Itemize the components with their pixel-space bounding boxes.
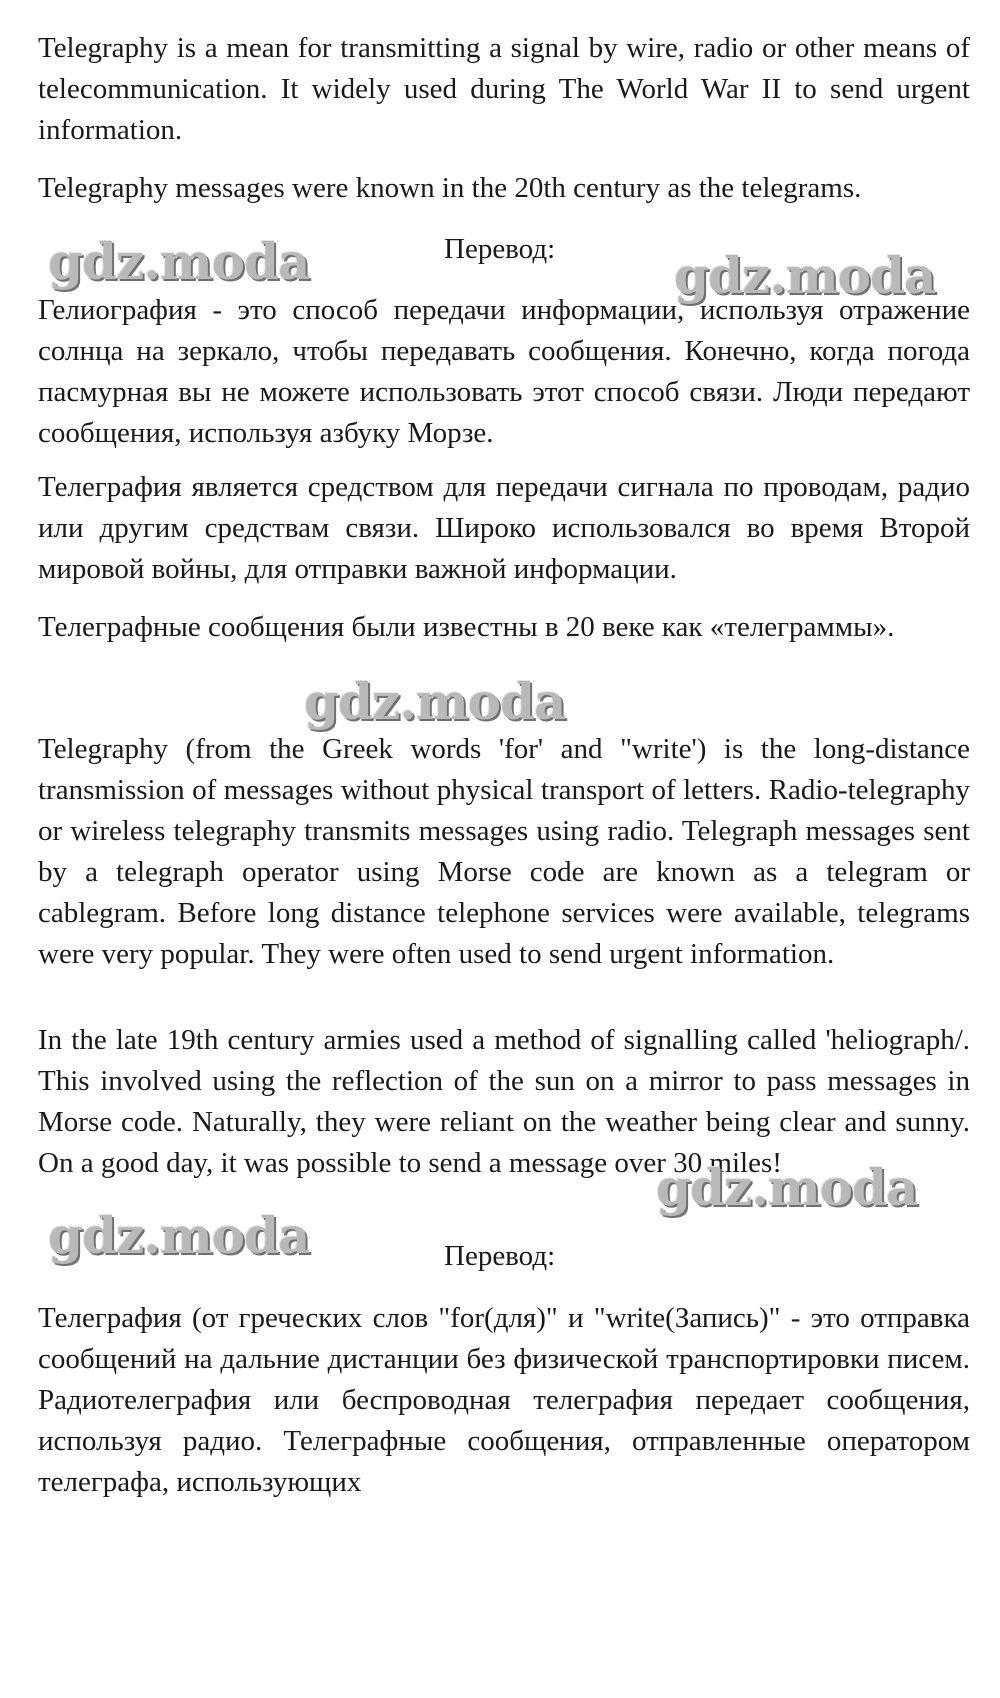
watermark-logo: gdz.moda (304, 672, 566, 731)
watermark-logo: gdz.moda (674, 246, 936, 305)
translation-caption: Перевод: (444, 1240, 556, 1272)
watermark-logo: gdz.moda (48, 1206, 310, 1265)
paragraph-telegraphy-ru: Телеграфия является средством для передачи сигнала по проводам, радио или другим средствам связи. Широко использовался во время Второй мировой войны, для отправки важной информации. (38, 471, 970, 585)
paragraph-telegraphy-long-ru: Телеграфия (от греческих слов "for(для)" и "write(Запись)" - это отправка сообщений на дальние дистанции без физической транспортировки писем. Радиотелеграфия или беспроводная телеграфия передает сообщения, используя радио. Телеграфные сообщения, отправленные оператором телеграфа, использующих (38, 1302, 970, 1498)
watermark-logo: gdz.moda (48, 232, 310, 291)
watermark-logo: gdz.moda (656, 1158, 918, 1217)
paragraph-heliograph-en: In the late 19th century armies used a method of signalling called 'heliograph/. This involved using the reflection of the sun on a mirror to pass messages in Morse code. Naturally, they were reliant on the weather being clear and sunny. On a good day, it was possible to send a message over 30 miles! (38, 1024, 970, 1179)
paragraph-heliography-ru: Гелиография - это способ передачи информации, используя отражение солнца на зеркало, чтобы передавать сообщения. Конечно, когда погода пасмурная вы не можете использовать этот способ связи. Люди передают сообщения, используя азбуку Морзе. (38, 294, 970, 449)
paragraph-telegraphy-long-en: Telegraphy (from the Greek words 'for' and "write') is the long-distance transmission of messages without physical transport of letters. Radio-telegraphy or wireless telegraphy transmits messages using radio. Telegraph messages sent by a telegraph operator using Morse code are known as a telegram or cablegram. Before long distance telephone services were available, telegrams were very popular. They were often used to send urgent information. (38, 733, 970, 970)
paragraph-telegraphy-en: Telegraphy is a mean for transmitting a signal by wire, radio or other means of telecommunication. It widely used during The World War II to send urgent information. (38, 32, 970, 146)
translation-caption: Перевод: (444, 233, 556, 265)
paragraph-telegrams-en: Telegraphy messages were known in the 20th century as the telegrams. (38, 172, 862, 204)
paragraph-telegrams-ru: Телеграфные сообщения были известны в 20 веке как «телеграммы». (38, 611, 895, 643)
